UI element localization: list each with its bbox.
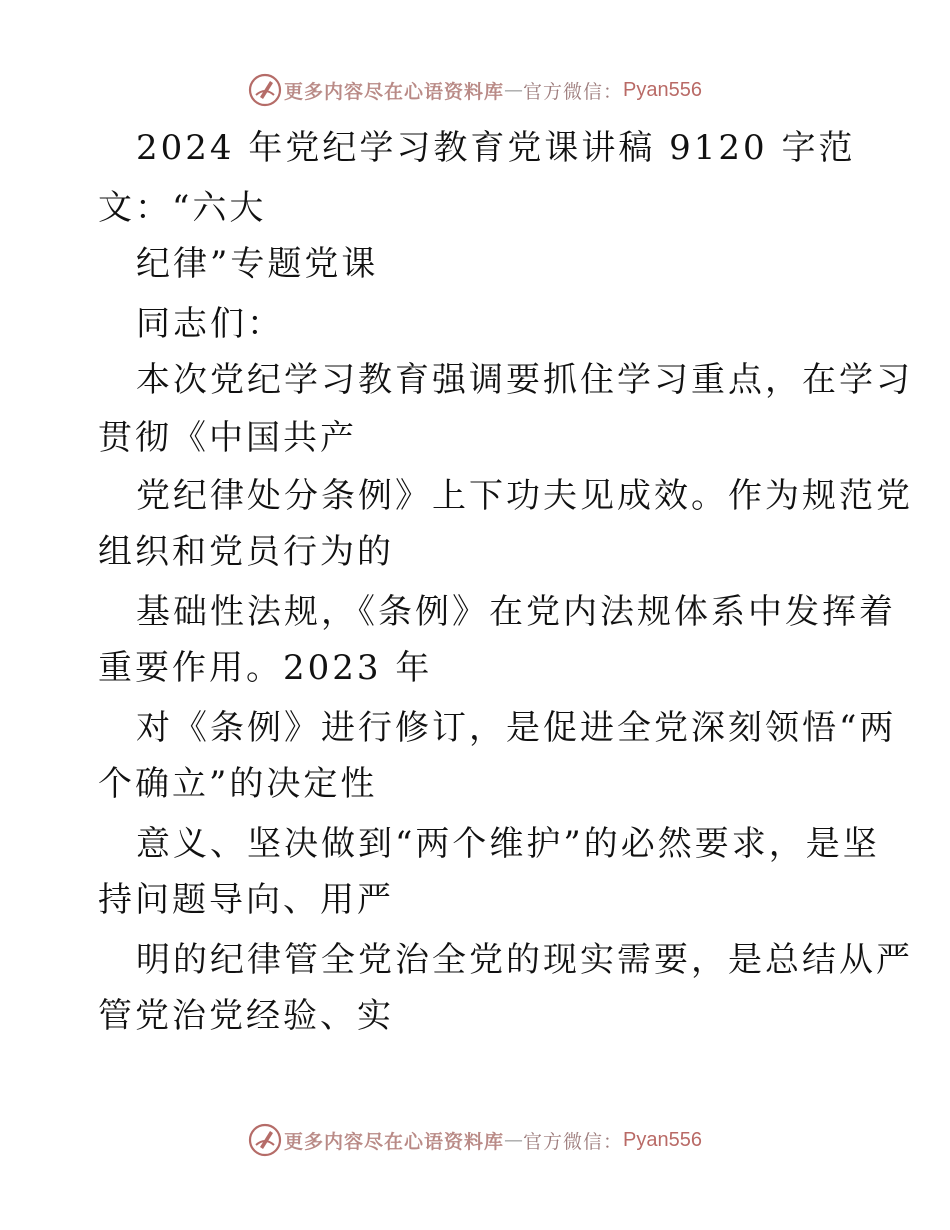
watermark-contact-label: 官方微信：	[523, 80, 624, 103]
footer-watermark	[0, 1120, 950, 1160]
watermark-handle: Pyan556	[623, 78, 702, 101]
text-line: 重要作用。2023 年	[98, 648, 433, 688]
pen-book-logo-icon	[248, 1123, 282, 1157]
text-line: 党纪律处分条例》上下功夫见成效。作为规范党	[136, 476, 913, 516]
watermark-handle: Pyan556	[623, 1128, 702, 1151]
text-line: 组织和党员行为的	[98, 532, 394, 572]
watermark-site-text: 更多内容尽在心语资料库	[284, 1130, 505, 1153]
watermark-separator: —	[504, 1129, 524, 1151]
watermark-contact-label: 官方微信：	[523, 1130, 624, 1153]
text-line: 管党治党经验、实	[98, 996, 394, 1036]
text-line: 对《条例》进行修订，是促进全党深刻领悟“两	[136, 708, 897, 748]
text-line: 持问题导向、用严	[98, 880, 394, 920]
text-line: 本次党纪学习教育强调要抓住学习重点，在学习	[136, 360, 913, 400]
text-line: 同志们：	[136, 304, 284, 344]
pen-book-logo-icon	[248, 73, 282, 107]
text-line: 明的纪律管全党治全党的现实需要，是总结从严	[136, 940, 913, 980]
text-line: 文：“六大	[98, 188, 267, 228]
watermark-site-text: 更多内容尽在心语资料库	[284, 80, 505, 103]
watermark-separator: —	[504, 79, 524, 101]
text-line: 基础性法规，《条例》在党内法规体系中发挥着	[136, 592, 896, 632]
text-line: 个确立”的决定性	[98, 764, 378, 804]
text-line: 贯彻《中国共产	[98, 418, 357, 458]
text-line: 2024 年党纪学习教育党课讲稿 9120 字范	[136, 128, 856, 168]
header-watermark	[0, 70, 950, 110]
text-line: 纪律”专题党课	[136, 244, 379, 284]
text-line: 意义、坚决做到“两个维护”的必然要求，是坚	[136, 824, 880, 864]
